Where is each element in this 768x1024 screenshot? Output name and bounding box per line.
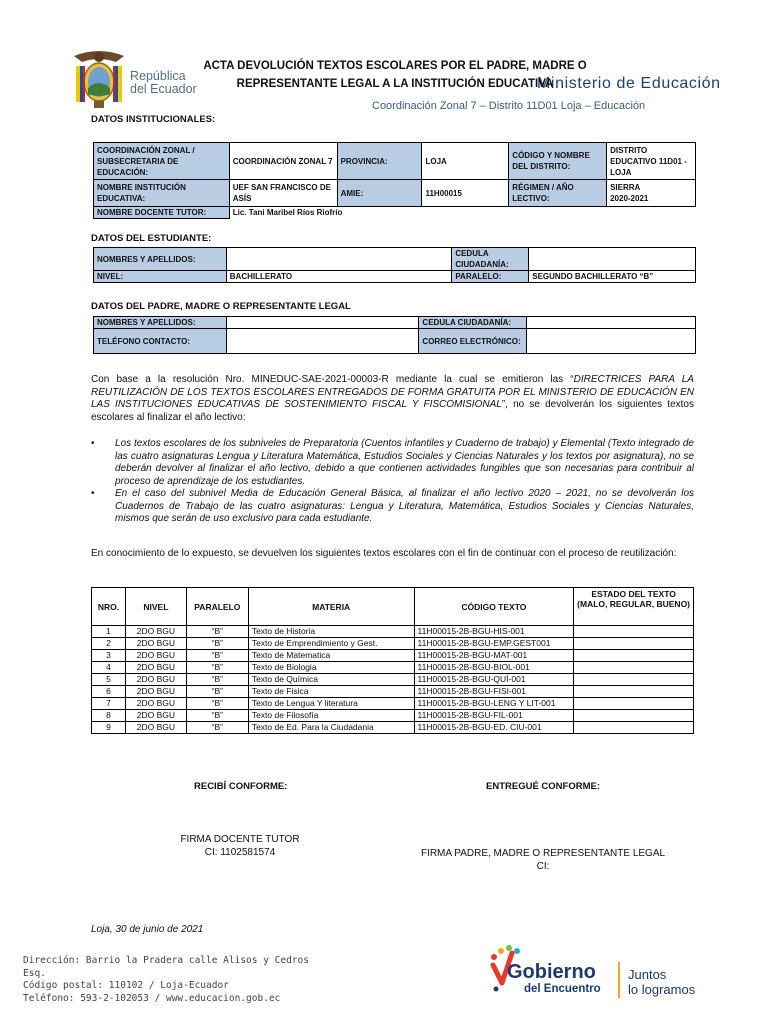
row-codigo: 11H00015-2B-BGU-MAT-001	[414, 650, 574, 662]
row-nivel: 2DO BGU	[125, 710, 186, 722]
row-materia: Texto de Fisica	[248, 686, 414, 698]
col-nivel: NIVEL	[125, 588, 186, 626]
footer-line1: Dirección: Barrio la Pradera calle Alisos y Cedros	[23, 955, 309, 966]
firma-padre-block	[400, 847, 686, 873]
row-estado[interactable]	[574, 710, 694, 722]
intro-text-end: ”, no se devolverán los siguientes textos escolares al finalizar el año lectivo:	[91, 399, 694, 423]
ecuador-coat-of-arms	[70, 48, 128, 110]
institucional-table	[93, 142, 696, 219]
row-codigo: 11H00015-2B-BGU-EMP.GEST001	[414, 638, 574, 650]
padre-correo-value[interactable]	[527, 329, 696, 354]
amie-label: AMIE:	[337, 180, 422, 207]
row-materia: Texto de Biologia	[248, 662, 414, 674]
docente-value: Lic. Tani Maribel Ríos Riofrío	[229, 207, 695, 219]
row-estado[interactable]	[574, 698, 694, 710]
document-title	[180, 57, 610, 93]
table-row	[92, 662, 694, 674]
row-materia: Texto de Historia	[248, 626, 414, 638]
coord-value: COORDINACIÓN ZONAL 7	[229, 143, 337, 180]
table-row	[92, 722, 694, 734]
footer-line3: Código postal: 110102 / Loja-Ecuador	[23, 980, 229, 991]
row-nro: 8	[92, 710, 126, 722]
row-estado[interactable]	[574, 662, 694, 674]
table-row	[92, 710, 694, 722]
intro-text-start: Con base a la resolución Nro. MINEDUC-SAE-2021-00003-R mediante la cual se emitieron las “	[91, 374, 574, 385]
row-paralelo: “B”	[186, 638, 248, 650]
bullet-text-2: En el caso del subnivel Media de Educación General Básica, al finalizar el año lectivo 2020 – 2021, no se devolverán los Cuadernos de Trabajo de las cuatro asignaturas: Lengua y Literatura, Matemática, Estudios Sociales y Ciencias Naturales, mismos que serán de uso exclusivo para cada estudiante.	[115, 488, 694, 524]
est-paralelo-value: SEGUNDO BACHILLERATO “B”	[529, 271, 696, 283]
est-nivel-value: BACHILLERATO	[226, 271, 452, 283]
amie-value: 11H00015	[422, 180, 509, 207]
provincia-value: LOJA	[422, 143, 509, 180]
row-materia: Texto de Ed. Para la Ciudadania	[248, 722, 414, 734]
firma-padre: FIRMA PADRE, MADRE O REPRESENTANTE LEGAL	[420, 848, 666, 859]
row-nivel: 2DO BGU	[125, 626, 186, 638]
institucion-value: UEF SAN FRANCISCO DE ASÍS	[229, 180, 337, 207]
padre-telefono-value[interactable]	[226, 329, 419, 354]
gobierno-logo-text: Gobierno	[507, 961, 596, 983]
row-nivel: 2DO BGU	[125, 722, 186, 734]
est-cedula-label: CEDULA CIUDADANÍA:	[452, 248, 529, 271]
regimen-value-line2: 2020-2021	[610, 194, 649, 203]
juntos-line: Juntos	[628, 967, 667, 982]
regimen-value	[607, 180, 696, 207]
table-row	[92, 686, 694, 698]
estudiante-table	[93, 247, 696, 283]
codigo-label: CÓDIGO Y NOMBRE DEL DISTRITO:	[509, 143, 607, 180]
row-nro: 4	[92, 662, 126, 674]
padre-nombres-value[interactable]	[226, 317, 419, 329]
col-paralelo: PARALELO	[186, 588, 248, 626]
row-paralelo: “B”	[186, 662, 248, 674]
row-paralelo: “B”	[186, 698, 248, 710]
padre-cedula-label: CEDULA CIUDADANÍA:	[419, 317, 527, 329]
padre-nombres-label: NOMBRES Y APELLIDOS:	[94, 317, 227, 329]
est-nombres-value[interactable]	[226, 248, 452, 271]
codigo-value: DISTRITO EDUCATIVO 11D01 - LOJA	[607, 143, 696, 180]
republica-line2: del Ecuador	[130, 82, 197, 96]
row-materia: Texto de Matematica	[248, 650, 414, 662]
bullet-list	[91, 438, 694, 526]
footer-line2: Esq.	[23, 967, 46, 979]
regimen-label: RÉGIMEN / AÑO LECTIVO:	[509, 180, 607, 207]
juntos-slogan	[628, 967, 695, 997]
row-paralelo: “B”	[186, 650, 248, 662]
regimen-value-line1: SIERRA	[610, 183, 641, 192]
footer-address	[23, 955, 309, 1005]
ministerio-logo-text: Ministerio de Educación	[537, 75, 721, 92]
table-row	[92, 638, 694, 650]
table-row	[92, 698, 694, 710]
coord-label: COORDINACIÓN ZONAL / SUBSECRETARIA DE EDUCACIÓN:	[94, 143, 230, 180]
intro-paragraph	[91, 374, 694, 424]
row-materia: Texto de Emprendimiento y Gest.	[248, 638, 414, 650]
row-nro: 3	[92, 650, 126, 662]
row-nivel: 2DO BGU	[125, 686, 186, 698]
row-nro: 2	[92, 638, 126, 650]
row-estado[interactable]	[574, 626, 694, 638]
document-date: Loja, 30 de junio de 2021	[91, 924, 204, 935]
row-materia: Texto de Química	[248, 674, 414, 686]
row-codigo: 11H00015-2B-BGU-FISI-001	[414, 686, 574, 698]
reutilizacion-paragraph: En conocimiento de lo expuesto, se devuelven los siguientes textos escolares con el fin de continuar con el proceso de reutilización:	[91, 548, 677, 559]
row-nro: 9	[92, 722, 126, 734]
section-padre-heading: DATOS DEL PADRE, MADRE O REPRESENTANTE LEGAL	[91, 301, 351, 312]
row-codigo: 11H00015-2B-BGU-HIS-001	[414, 626, 574, 638]
row-nro: 6	[92, 686, 126, 698]
row-estado[interactable]	[574, 638, 694, 650]
books-table	[91, 587, 694, 734]
bullet-symbol: •	[91, 488, 95, 499]
republica-line1: República	[130, 69, 186, 83]
col-materia: MATERIA	[248, 588, 414, 626]
table-row	[92, 674, 694, 686]
est-cedula-value[interactable]	[529, 248, 696, 271]
row-nivel: 2DO BGU	[125, 674, 186, 686]
row-estado[interactable]	[574, 722, 694, 734]
row-paralelo: “B”	[186, 626, 248, 638]
est-paralelo-label: PARALELO:	[452, 271, 529, 283]
row-nivel: 2DO BGU	[125, 650, 186, 662]
row-estado[interactable]	[574, 674, 694, 686]
col-estado: ESTADO DEL TEXTO (MALO, REGULAR, BUENO)	[574, 588, 694, 626]
row-nivel: 2DO BGU	[125, 638, 186, 650]
del-encuentro-text: del Encuentro	[524, 983, 601, 995]
row-nivel: 2DO BGU	[125, 698, 186, 710]
bullet-item-1	[91, 438, 694, 488]
row-codigo: 11H00015-2B-BGU-FIL-001	[414, 710, 574, 722]
row-nro: 5	[92, 674, 126, 686]
bullet-symbol: •	[91, 438, 95, 449]
row-paralelo: “B”	[186, 674, 248, 686]
table-row	[92, 650, 694, 662]
row-codigo: 11H00015-2B-BGU-QUÍ-001	[414, 674, 574, 686]
padre-correo-label: CORREO ELECTRÓNICO:	[419, 329, 527, 354]
footer-logo-divider	[618, 962, 620, 998]
provincia-label: PROVINCIA:	[337, 143, 422, 180]
col-codigo: CÓDIGO TEXTO	[414, 588, 574, 626]
books-header-row	[92, 588, 694, 626]
coordinacion-subtitle: Coordinación Zonal 7 – Distrito 11D01 Loja – Educación	[372, 100, 646, 112]
section-institucional-heading: DATOS INSTITUCIONALES:	[91, 114, 216, 125]
row-paralelo: “B”	[186, 710, 248, 722]
ci-docente: CI: 1102581574	[204, 847, 276, 858]
padre-cedula-value[interactable]	[527, 317, 696, 329]
row-codigo: 11H00015-2B-BGU-LENG Y LIT-001	[414, 698, 574, 710]
row-materia: Texto de Lengua Y literatura	[248, 698, 414, 710]
col-nro: NRO.	[92, 588, 126, 626]
row-estado[interactable]	[574, 650, 694, 662]
row-materia: Texto de Filosofía	[248, 710, 414, 722]
est-nivel-label: NIVEL:	[94, 271, 227, 283]
section-estudiante-heading: DATOS DEL ESTUDIANTE:	[91, 233, 212, 244]
row-nro: 1	[92, 626, 126, 638]
institucion-label: NOMBRE INSTITUCIÓN EDUCATIVA:	[94, 180, 230, 207]
bullet-text-1: Los textos escolares de los subniveles de Preparatoria (Cuentos infantiles y Cuaderno de trabajo) y Elemental (Texto integrado de las cuatro asignaturas Lengua y Literatura Matemática, Estudios Sociales y Ciencias Naturales y los textos por asignatura), no se deberán devolver al finalizar el año lectivo, debido a que contienen actividades fungibles que son necesarias para contribuir al proceso de aprendizaje de los estudiantes.	[115, 438, 694, 487]
row-paralelo: “B”	[186, 722, 248, 734]
firma-docente-block	[140, 833, 340, 859]
row-paralelo: “B”	[186, 686, 248, 698]
table-row	[92, 626, 694, 638]
intro-directrices: DIRECTRICES PARA LA REUTILIZACIÓN DE LOS TEXTOS ESCOLARES ENTREGADOS DE FORMA GRATUITA POR EL MINISTERIO DE EDUCACIÓN EN LAS INSTITUCIONES EDUCATIVAS DE SOSTENIMIENTO FISCAL Y FISCOMISIONAL	[91, 374, 694, 410]
row-nro: 7	[92, 698, 126, 710]
title-line2: REPRESENTANTE LEGAL A LA INSTITUCIÓN EDUCATIVA	[236, 78, 554, 90]
recibi-conforme: RECIBÍ CONFORME:	[194, 781, 288, 792]
est-nombres-label: NOMBRES Y APELLIDOS:	[94, 248, 227, 271]
firma-docente: FIRMA DOCENTE TUTOR	[180, 834, 300, 845]
row-nivel: 2DO BGU	[125, 662, 186, 674]
lo-logramos-line: lo logramos	[628, 982, 696, 997]
padre-table	[93, 316, 696, 354]
footer-line4: Teléfono: 593-2-102053 / www.educacion.gob.ec	[23, 992, 281, 1004]
ci-padre: CI:	[536, 861, 550, 872]
docente-label: NOMBRE DOCENTE TUTOR:	[94, 207, 230, 219]
title-line1: ACTA DEVOLUCIÓN TEXTOS ESCOLARES POR EL PADRE, MADRE O	[203, 60, 587, 72]
padre-telefono-label: TELÉFONO CONTACTO:	[94, 329, 227, 354]
bullet-item-2	[91, 488, 694, 526]
row-codigo: 11H00015-2B-BGU-ED. CIU-001	[414, 722, 574, 734]
row-estado[interactable]	[574, 686, 694, 698]
row-codigo: 11H00015-2B-BGU-BIOL-001	[414, 662, 574, 674]
entregue-conforme: ENTREGUÉ CONFORME:	[486, 781, 600, 792]
